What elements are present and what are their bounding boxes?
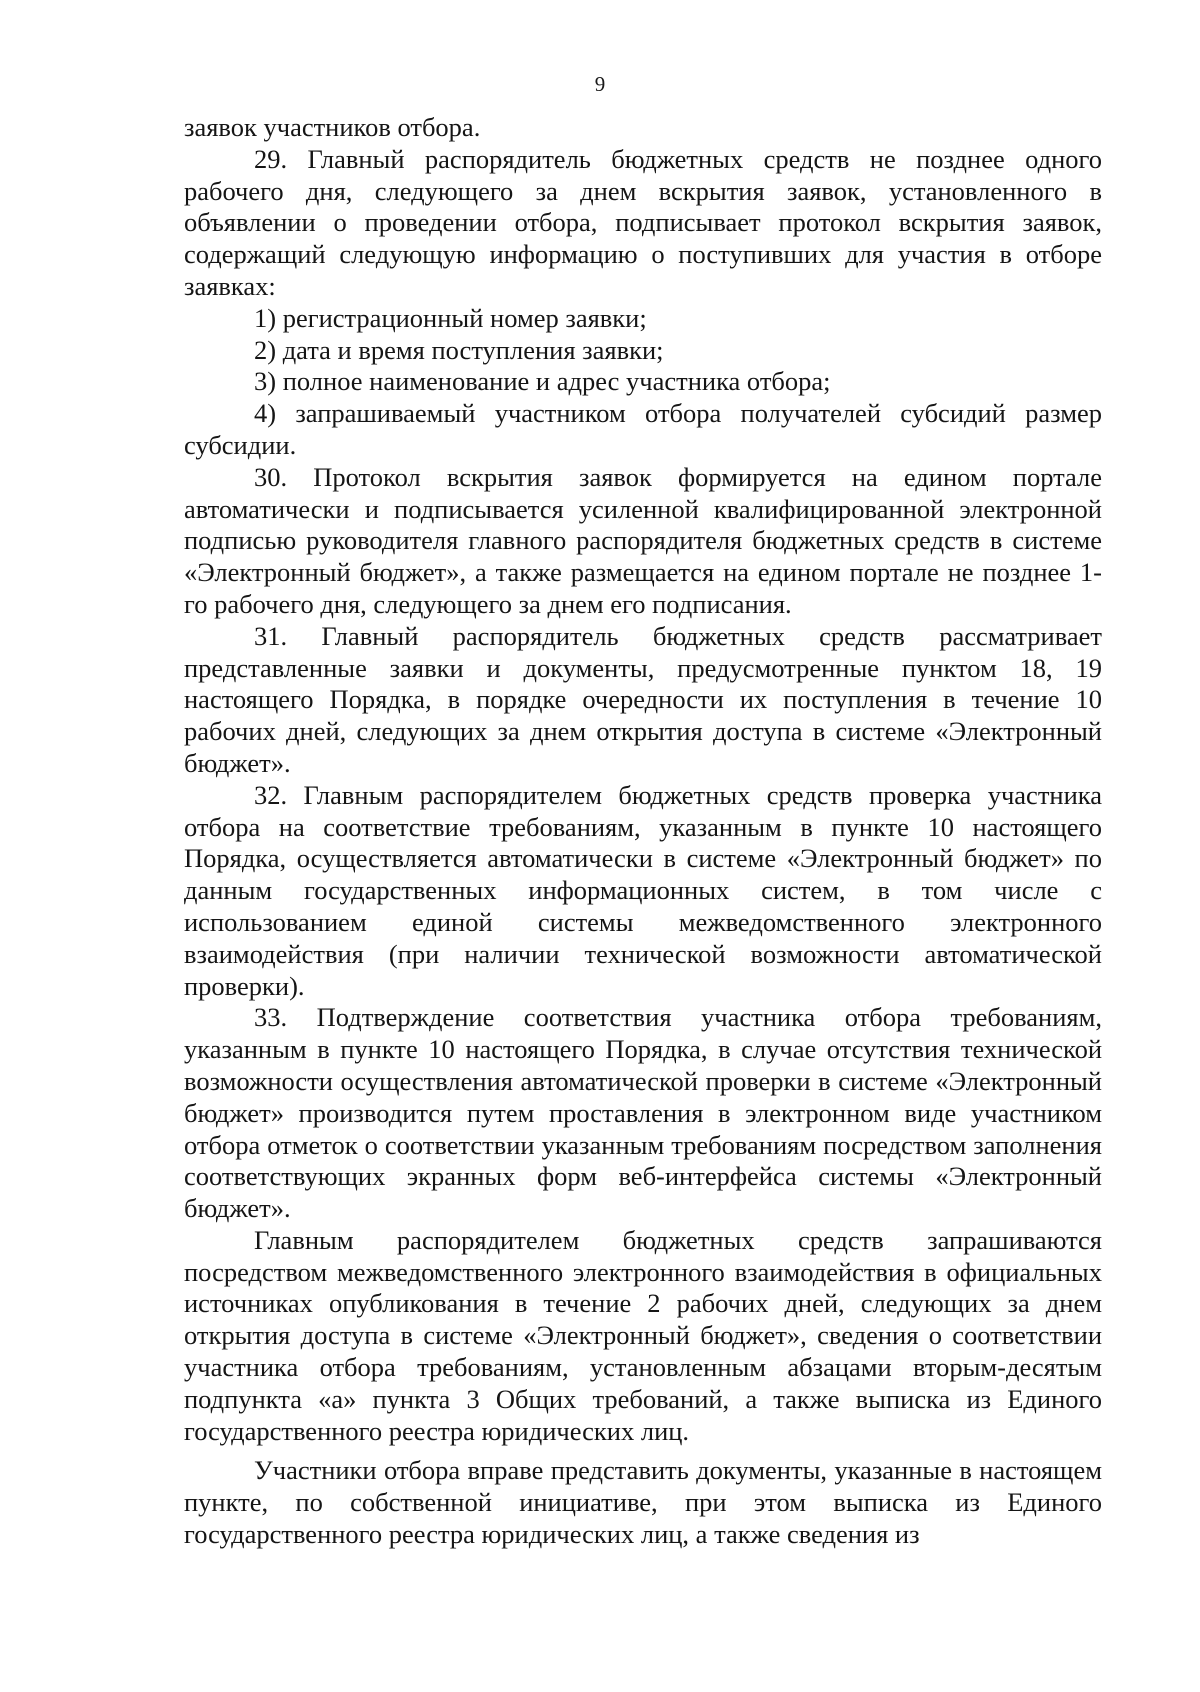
list-item-2: 2) дата и время поступления заявки;	[254, 334, 664, 365]
document-body	[184, 112, 1102, 1551]
paragraph-33-part-2: Главным распорядителем бюджетных средств запрашиваются посредством межведомственного электронного взаимодействия в официальных источниках опубликования в течение 2 рабочих дней, следующих за днем открытия доступа в системе «Электронный бюджет», сведения о соответствии участника отбора требованиям, установленным абзацами вторым-десятым подпункта «а» пункта 3 Общих требований, а также выписка из Единого государственного реестра юридических лиц.	[184, 1224, 1102, 1446]
paragraph-33: 33. Подтверждение соответствия участника отбора требованиям, указанным в пункте 10 настоящего Порядка, в случае отсутствия технической возможности осуществления автоматической проверки в системе «Электронный бюджет» производится путем проставления в электронном виде участником отбора отметок о соответствии указанным требованиям посредством заполнения соответствующих экранных форм веб-интерфейса системы «Электронный бюджет».	[184, 1002, 1102, 1224]
page-number: 9	[594, 72, 606, 96]
paragraph-continuation: заявок участников отбора.	[184, 112, 481, 142]
paragraph-33-part-3: Участники отбора вправе представить документы, указанные в настоящем пункте, по собственной инициативе, при этом выписка из Единого государственного реестра юридических лиц, а также сведения из	[184, 1455, 1102, 1550]
paragraph-30: 30. Протокол вскрытия заявок формируется на едином портале автоматически и подписывается усиленной квалифицированной электронной подписью руководителя главного распорядителя бюджетных средств в системе «Электронный бюджет», а также размещается на едином портале не позднее 1-го рабочего дня, следующего за днем его подписания.	[184, 461, 1102, 619]
list-item-1: 1) регистрационный номер заявки;	[254, 302, 647, 333]
list-item-4: 4) запрашиваемый участником отбора получателей субсидий размер субсидии.	[184, 398, 1102, 460]
list-item-3: 3) полное наименование и адрес участника отбора;	[254, 366, 831, 397]
paragraph-29: 29. Главный распорядитель бюджетных средств не позднее одного рабочего дня, следующего за днем вскрытия заявок, установленного в объявлении о проведении отбора, подписывает протокол вскрытия заявок, содержащий следующую информацию о поступивших для участия в отборе заявках:	[184, 143, 1102, 301]
paragraph-32: 32. Главным распорядителем бюджетных средств проверка участника отбора на соответствие требованиям, указанным в пункте 10 настоящего Порядка, осуществляется автоматически в системе «Электронный бюджет» по данным государственных информационных систем, в том числе с использованием единой системы межведомственного электронного взаимодействия (при наличии технической возможности автоматической проверки).	[184, 779, 1102, 1001]
paragraph-31: 31. Главный распорядитель бюджетных средств рассматривает представленные заявки и документы, предусмотренные пунктом 18, 19 настоящего Порядка, в порядке очередности их поступления в течение 10 рабочих дней, следующих за днем открытия доступа в системе «Электронный бюджет».	[184, 620, 1102, 778]
